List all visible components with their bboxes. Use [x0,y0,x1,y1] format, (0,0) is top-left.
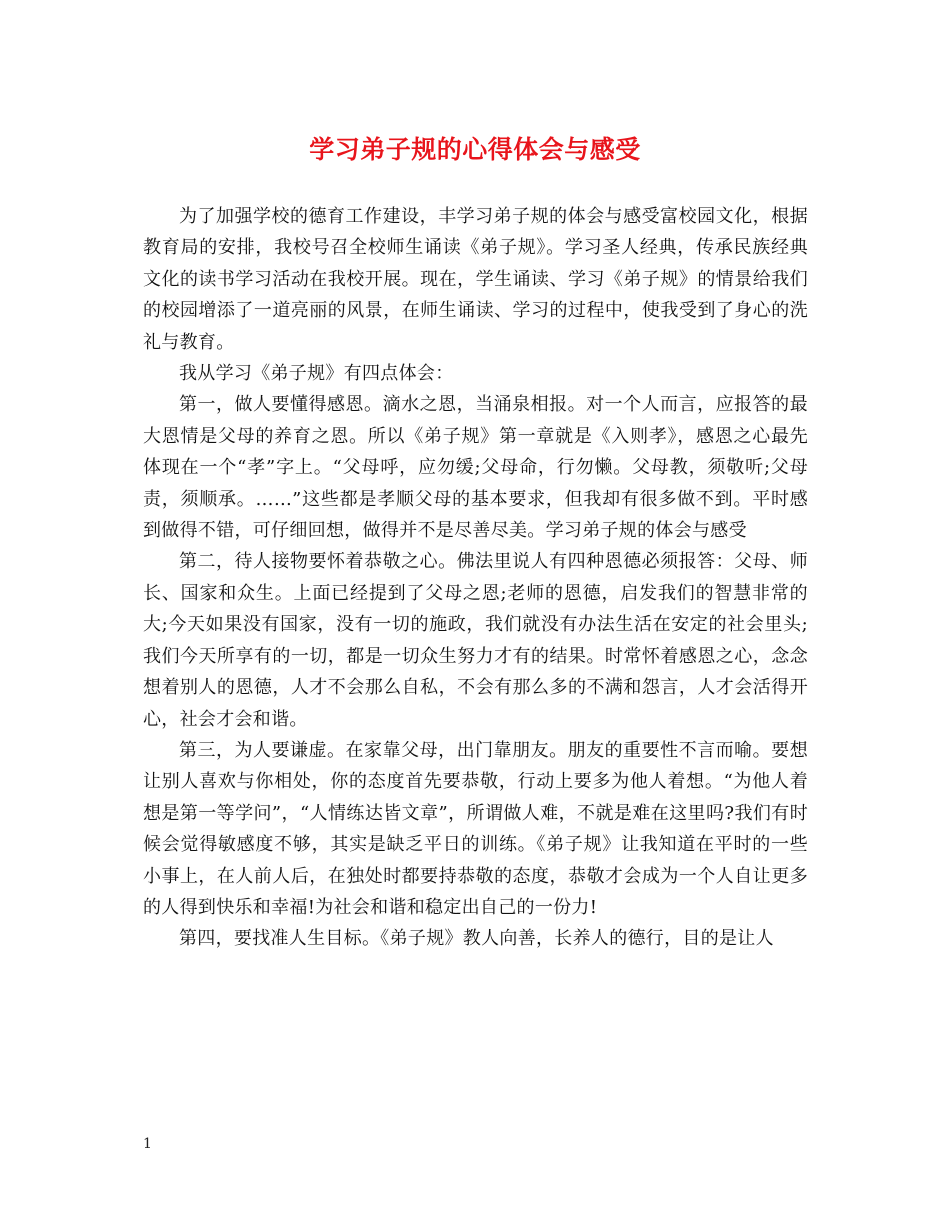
paragraph-four-points: 我从学习《弟子规》有四点体会： [179,363,454,385]
paragraph-second-point: 第二，待人接物要怀着恭敬之心。佛法里说人有四种恩德必须报答：父母、师长、国家和众生。上面已经提到了父母之恩;老师的恩德，启发我们的智慧非常的大;今天如果没有国家，没有一切的施政，我们就没有办法生活在安定的社会里头;我们今天所享有的一切，都是一切众生努力才有的结果。时常怀着感恩之心，念念想着别人的恩德，人才不会那么自私，不会有那么多的不满和怨言，人才会活得开心，社会才会和谐。 [143,551,808,730]
document-title: 学习弟子规的心得体会与感受 [309,135,641,164]
paragraph-intro: 为了加强学校的德育工作建设，丰学习弟子规的体会与感受富校园文化，根据教育局的安排，我校号召全校师生诵读《弟子规》。学习圣人经典，传承民族经典文化的读书学习活动在我校开展。现在，学生诵读、学习《弟子规》的情景给我们的校园增添了一道亮丽的风景，在师生诵读、学习的过程中，使我受到了身心的洗礼与教育。 [143,206,808,353]
paragraph-third-point: 第三，为人要谦虚。在家靠父母，出门靠朋友。朋友的重要性不言而喻。要想让别人喜欢与你相处，你的态度首先要恭敬，行动上要多为他人着想。“为他人着想是第一等学问”，“人情练达皆文章”，所谓做人难，不就是难在这里吗?我们有时候会觉得敏感度不够，其实是缺乏平日的训练。《弟子规》让我知道在平时的一些小事上，在人前人后，在独处时都要持恭敬的态度，恭敬才会成为一个人自让更多的人得到快乐和幸福!为社会和谐和稳定出自己的一份力! [143,739,808,918]
paragraph-first-point: 第一，做人要懂得感恩。滴水之恩，当涌泉相报。对一个人而言，应报答的最大恩情是父母的养育之恩。所以《弟子规》第一章就是《入则孝》，感恩之心最先体现在一个“孝”字上。“父母呼，应勿缓;父母命，行勿懒。父母教，须敬听;父母责，须顺承。……”这些都是孝顺父母的基本要求，但我却有很多做不到。平时感到做得不错，可仔细回想，做得并不是尽善尽美。学习弟子规的体会与感受 [143,394,808,542]
page-number: 1 [143,1136,152,1152]
document-body [143,201,808,955]
paragraph-fourth-point: 第四，要找准人生目标。《弟子规》教人向善，长养人的德行，目的是让人 [179,928,774,950]
